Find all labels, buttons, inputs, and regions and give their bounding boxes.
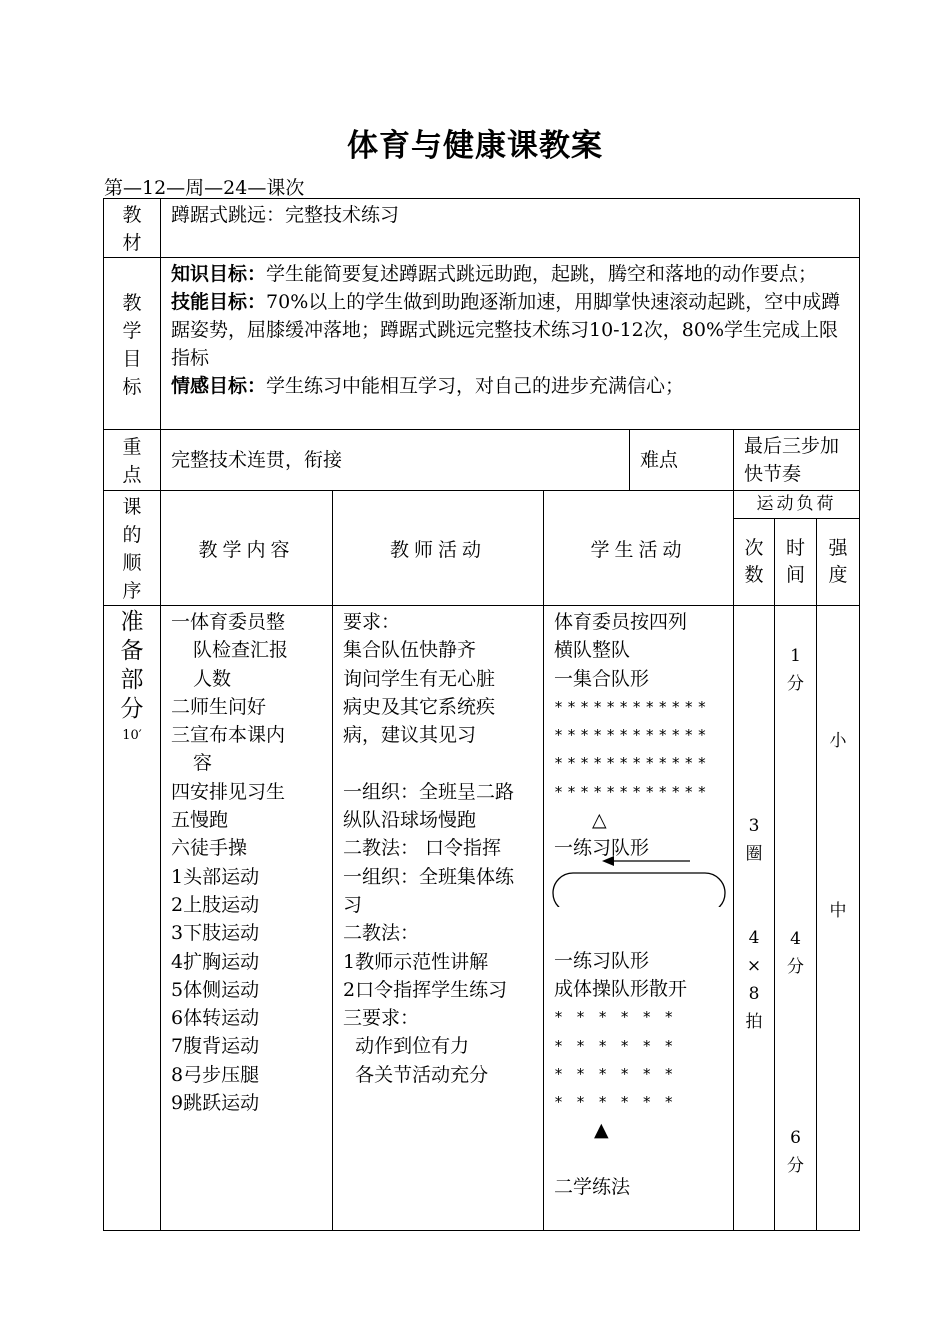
knowledge-goal-label: 知识目标： [171,263,267,285]
load-header: 运动负荷 [756,494,837,514]
material-label-char-1: 教 [122,204,142,226]
teacher-header: 教师活动 [389,538,486,561]
teacher-activity-line: 1教师示范性讲解 [343,950,489,973]
teacher-marker-solid: ▲ [594,1119,609,1142]
student-activity-line: 一集合队形 [554,667,650,690]
formation-grid-small [554,1003,727,1116]
keypoints-row [104,430,860,491]
prep-teacher-cell [333,606,544,1231]
spread-out-text: 成体操队形散开 [554,977,688,1000]
content-item: 四安排见习生 [171,780,286,803]
times-2-d: 拍 [745,1012,763,1032]
student-activity-line: 体育委员按四列 [554,611,688,633]
times-2-b: × [746,956,762,976]
content-item: 2上肢运动 [171,893,260,916]
content-header: 教学内容 [198,538,295,561]
prep-teacher-list [333,606,543,1091]
times-1-num: 3 [748,816,760,836]
teacher-activity-line: 要求： [343,611,401,633]
material-label-cell [104,199,161,258]
times-2-a: 4 [748,928,760,948]
duration-header-cell [775,519,817,606]
running-track-svg [552,853,728,907]
intensity-2: 中 [829,901,847,921]
material-label [104,199,160,257]
material-value: 蹲踞式跳远：完整技术练习 [171,204,400,226]
content-item: 人数 [193,667,232,690]
formation-row: ************ [554,726,711,745]
content-header-cell [161,491,333,606]
formation-row-small: * * * * * * [554,1036,676,1055]
dur-1-num: 1 [790,646,801,666]
emotion-goal-label: 情感目标： [171,375,267,397]
goals-row [104,258,860,430]
teacher-header-cell [333,491,544,606]
content-item: 7腹背运动 [171,1035,260,1058]
intensity-header-cell [817,519,860,606]
content-item: 三宣布本课内 [171,724,286,747]
page-title: 体育与健康课教案 [347,128,603,164]
content-item: 1头部运动 [171,865,260,888]
teacher-activity-line: 二教法： 口令指挥 [343,837,502,860]
goals-value-cell [161,258,860,430]
formation-row: ************ [554,782,711,801]
student-header-cell [544,491,734,606]
times-header-cell [734,519,775,606]
formation-row: ************ [554,697,711,716]
teacher-activity-line: 病史及其它系统疾 [343,695,496,718]
times-header: 次 数 [744,537,764,587]
intensity-1: 小 [829,731,847,751]
content-item: 8弓步压腿 [171,1063,260,1086]
teacher-activity-line: 三要求： [343,1007,420,1030]
prep-content-cell [161,606,333,1231]
difficulty-label: 难点 [640,449,679,471]
skill-goal-label: 技能目标： [171,291,267,313]
content-item: 3下肢运动 [171,922,260,945]
dur-3-num: 6 [790,1128,801,1148]
teacher-activity-line: 集合队伍快静齐 [343,639,477,662]
teacher-activity-line: 纵队沿球场慢跑 [343,809,477,832]
teacher-activity-line: 习 [343,893,363,916]
teacher-activity-line: 一组织：全班呈二路 [343,780,515,803]
practice-formation-1: 一练习队形 [554,837,650,860]
knowledge-goal-text: 学生能简要复述蹲踞式跳远助跑，起跳，腾空和落地的动作要点； [266,263,818,285]
formation-row-small: * * * * * * [554,1064,676,1083]
skill-goal-text: 70%以上的学生做到助跑逐渐加速，用脚掌快速滚动起跳，空中成蹲踞姿势，屈膝缓冲落地；蹲踞式跳远完整技术练习10-12次，80%学生完成上限指标 [171,291,841,369]
teacher-activity-line: 二教法： [343,922,420,945]
emotion-goal-text: 学生练习中能相互学习，对自己的进步充满信心； [266,375,685,397]
load-header-cell [734,491,860,519]
teacher-activity-line [343,749,537,777]
content-item: 六徒手操 [171,837,248,860]
formation-row-small: * * * * * * [554,1093,676,1112]
prep-times-cell [734,606,775,1231]
teacher-activity-line: 病，建议其见习 [343,724,477,747]
practice-formation-2: 一练习队形 [554,949,650,972]
prep-label: 准 备 部 分 [120,609,144,722]
times-1-unit: 圈 [745,844,763,864]
keypoints-label: 重 点 [122,436,142,486]
teacher-activity-line: 2口令指挥学生练习 [343,978,508,1001]
formation-row-small: * * * * * * [554,1008,676,1027]
week-lesson-line: 第—12—周—24—课次 [104,177,305,199]
running-track-diagram [554,863,727,917]
teacher-activity-line: 动作到位有力 [343,1035,470,1058]
content-item: 五慢跑 [171,809,229,832]
student-activity-line: 横队整队 [554,639,631,662]
dur-2-unit: 分 [787,957,804,977]
difficulty-value-cell [734,430,860,491]
lesson-plan-table [103,198,860,1231]
content-item: 4扩胸运动 [171,950,260,973]
prep-time: 10′ [122,728,142,743]
dur-3-unit: 分 [787,1156,804,1176]
material-value-cell [161,199,860,258]
teacher-activity-line: 询问学生有无心脏 [343,667,496,690]
duration-header: 时 间 [785,537,805,587]
content-item: 容 [193,752,213,775]
teacher-marker-hollow: △ [592,809,607,832]
content-item: 一体育委员整 [171,611,286,633]
intensity-header: 强 度 [828,537,848,587]
prep-intensity-cell [817,606,860,1231]
formation-row: ************ [554,754,711,773]
order-header: 课 的 顺 序 [122,496,142,602]
material-label-char-2: 材 [122,232,142,254]
keypoints-label-cell [104,430,161,491]
dur-1-unit: 分 [787,674,804,694]
track-oval [553,873,725,907]
arrow-left-icon [602,856,614,866]
difficulty-label-cell [630,430,734,491]
keypoints-value-cell [161,430,630,491]
difficulty-value: 最后三步加快节奏 [744,435,840,485]
teacher-activity-line: 各关节活动充分 [343,1063,489,1086]
learning-method: 二学练法 [554,1175,631,1198]
prep-student-cell [544,606,734,1231]
student-top-lines [554,608,727,693]
order-header-cell [104,491,161,606]
content-item: 二师生问好 [171,695,267,718]
goals-label: 教 学 目 标 [122,291,142,398]
prep-row [104,606,860,1231]
content-item: 5体侧运动 [171,978,260,1001]
prep-content-list [161,606,332,1119]
dur-2-num: 4 [790,929,801,949]
material-row [104,199,860,258]
header-row-1 [104,491,860,519]
formation-grid-large [554,693,727,806]
times-2-c: 8 [748,984,760,1004]
content-item: 6体转运动 [171,1007,260,1030]
prep-label-cell [104,606,161,1231]
teacher-activity-line: 一组织：全班集体练 [343,865,515,888]
keypoints-value: 完整技术连贯，衔接 [171,449,343,471]
content-item: 队检查汇报 [193,639,289,662]
content-item: 9跳跃运动 [171,1092,260,1115]
student-header: 学生活动 [590,538,687,561]
goals-label-cell [104,258,161,430]
prep-duration-cell [775,606,817,1231]
